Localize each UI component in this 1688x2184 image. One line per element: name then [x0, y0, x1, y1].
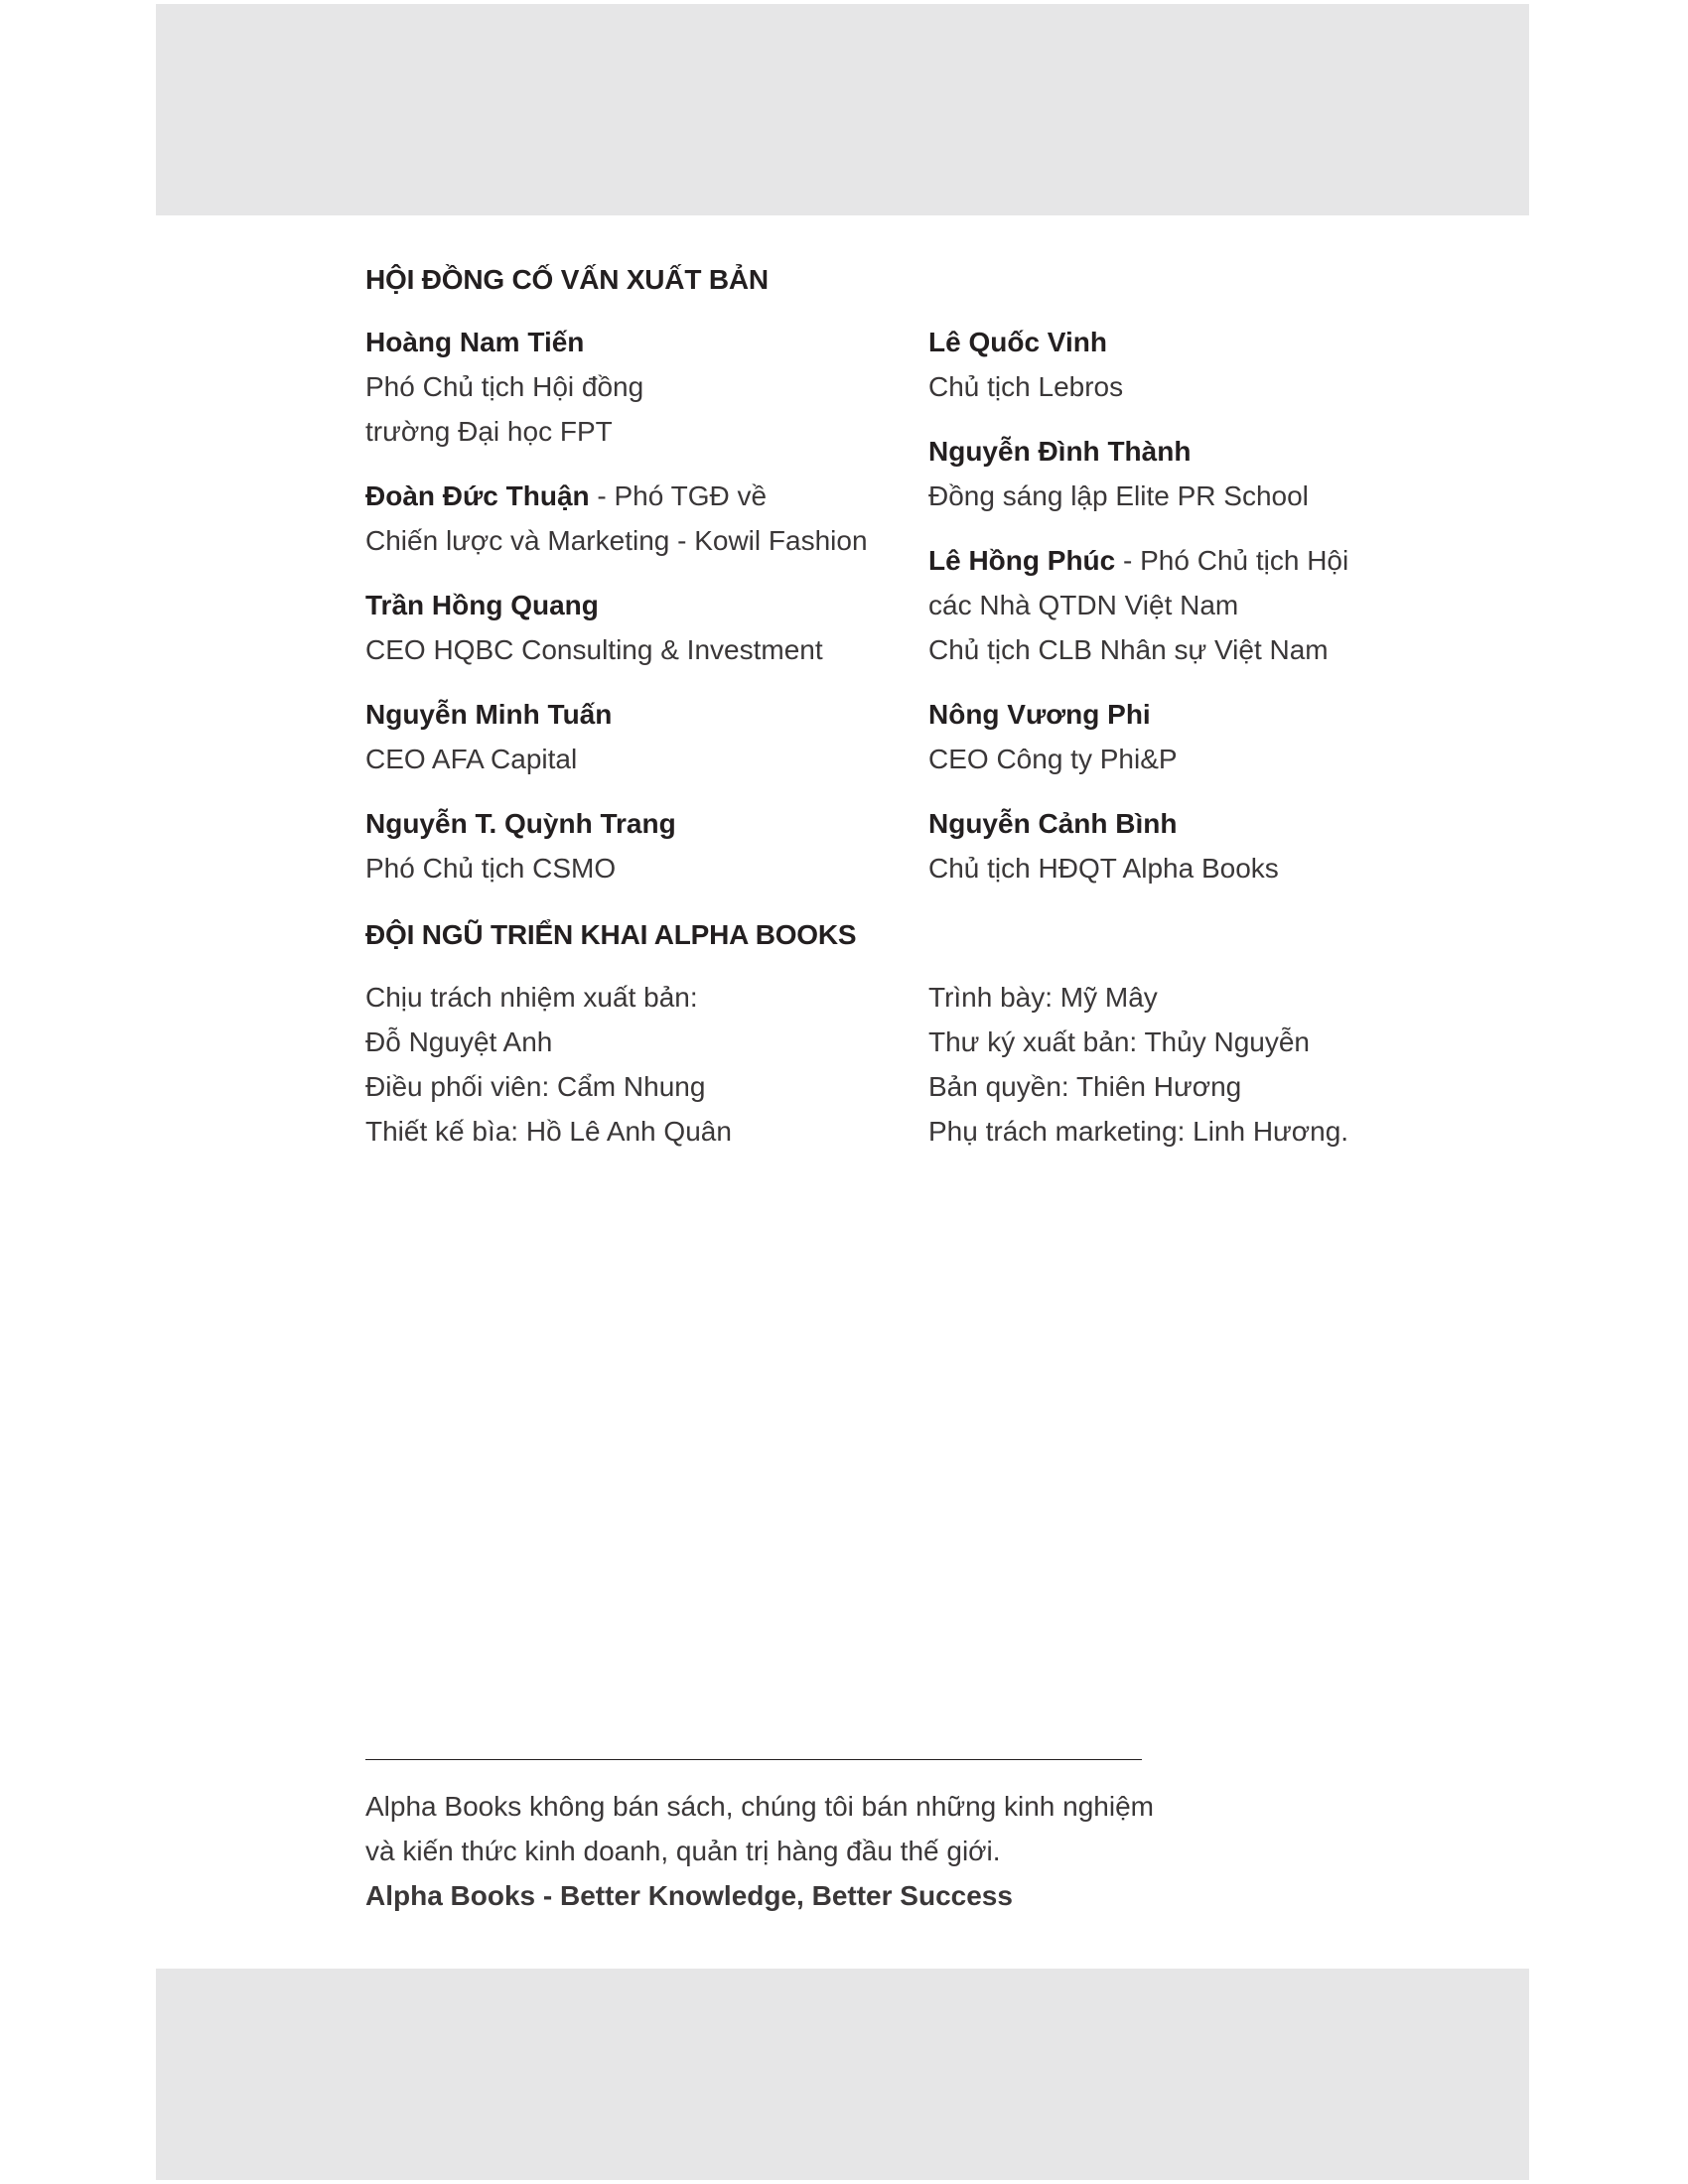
team-credit-line: Bản quyền: Thiên Hương: [928, 1071, 1242, 1102]
advisor-name: Đoàn Đức Thuận: [365, 480, 590, 511]
team-heading: ĐỘI NGŨ TRIỂN KHAI ALPHA BOOKS: [365, 919, 857, 950]
bottom-gray-band: [156, 1969, 1529, 2180]
advisor-title: các Nhà QTDN Việt Nam: [928, 590, 1239, 620]
team-right-column: [928, 975, 1445, 1154]
advisor-title: CEO AFA Capital: [365, 744, 578, 774]
team-credit-line: Phụ trách marketing: Linh Hương.: [928, 1116, 1349, 1147]
advisor-entry: [928, 801, 1445, 890]
advisor-name: Lê Quốc Vinh: [928, 327, 1107, 357]
advisor-name: Nguyễn Đình Thành: [928, 436, 1192, 467]
advisor-title: Phó Chủ tịch Hội đồng: [365, 371, 644, 402]
advisor-name: Hoàng Nam Tiến: [365, 327, 585, 357]
advisor-name: Nguyễn T. Quỳnh Trang: [365, 808, 676, 839]
advisor-entry: [365, 692, 882, 781]
footer-divider: [365, 1759, 1142, 1760]
team-credit-line: Đỗ Nguyệt Anh: [365, 1026, 553, 1057]
advisor-title: Chủ tịch Lebros: [928, 371, 1124, 402]
advisor-name-line: [365, 474, 882, 518]
advisor-name: Lê Hồng Phúc: [928, 545, 1116, 576]
team-credit-line: Trình bày: Mỹ Mây: [928, 982, 1158, 1013]
slogan: Alpha Books - Better Knowledge, Better Success: [365, 1880, 1013, 1911]
advisor-title: trường Đại học FPT: [365, 416, 613, 447]
team-credit-line: Chịu trách nhiệm xuất bản:: [365, 982, 698, 1013]
team-credit-line: Thư ký xuất bản: Thủy Nguyễn: [928, 1026, 1310, 1057]
advisor-name: Nông Vương Phi: [928, 699, 1151, 730]
advisor-title: Chiến lược và Marketing - Kowil Fashion: [365, 525, 868, 556]
advisor-name: Nguyễn Minh Tuấn: [365, 699, 613, 730]
advisory-left-column: [365, 320, 882, 910]
advisor-entry: [365, 801, 882, 890]
advisor-name-line: [928, 538, 1445, 583]
advisor-entry: [365, 474, 882, 563]
team-credit-line: Điều phối viên: Cẩm Nhung: [365, 1071, 706, 1102]
advisor-entry: [928, 538, 1445, 672]
footer-line: và kiến thức kinh doanh, quản trị hàng đầu thế giới.: [365, 1836, 1001, 1866]
advisor-entry: [365, 320, 882, 454]
advisor-title: Chủ tịch HĐQT Alpha Books: [928, 853, 1279, 884]
advisor-name: Nguyễn Cảnh Bình: [928, 808, 1178, 839]
advisor-title: Chủ tịch CLB Nhân sự Việt Nam: [928, 634, 1329, 665]
advisor-name: Trần Hồng Quang: [365, 590, 599, 620]
advisor-entry: [928, 320, 1445, 409]
advisory-board-heading: HỘI ĐỒNG CỐ VẤN XUẤT BẢN: [365, 264, 769, 295]
top-gray-band: [156, 4, 1529, 215]
advisor-entry: [928, 429, 1445, 518]
advisor-title-inline: - Phó Chủ tịch Hội: [1115, 545, 1349, 576]
advisor-title: Đồng sáng lập Elite PR School: [928, 480, 1309, 511]
advisor-entry: [365, 583, 882, 672]
advisor-entry: [928, 692, 1445, 781]
team-credit-line: Thiết kế bìa: Hồ Lê Anh Quân: [365, 1116, 732, 1147]
advisor-title: CEO HQBC Consulting & Investment: [365, 634, 823, 665]
footer-line: Alpha Books không bán sách, chúng tôi bán những kinh nghiệm: [365, 1791, 1154, 1822]
team-left-column: [365, 975, 882, 1154]
advisory-right-column: [928, 320, 1445, 910]
advisor-title: Phó Chủ tịch CSMO: [365, 853, 617, 884]
footer-text: [365, 1784, 1259, 1918]
advisor-title: CEO Công ty Phi&P: [928, 744, 1178, 774]
advisor-title-inline: - Phó TGĐ về: [589, 480, 768, 511]
